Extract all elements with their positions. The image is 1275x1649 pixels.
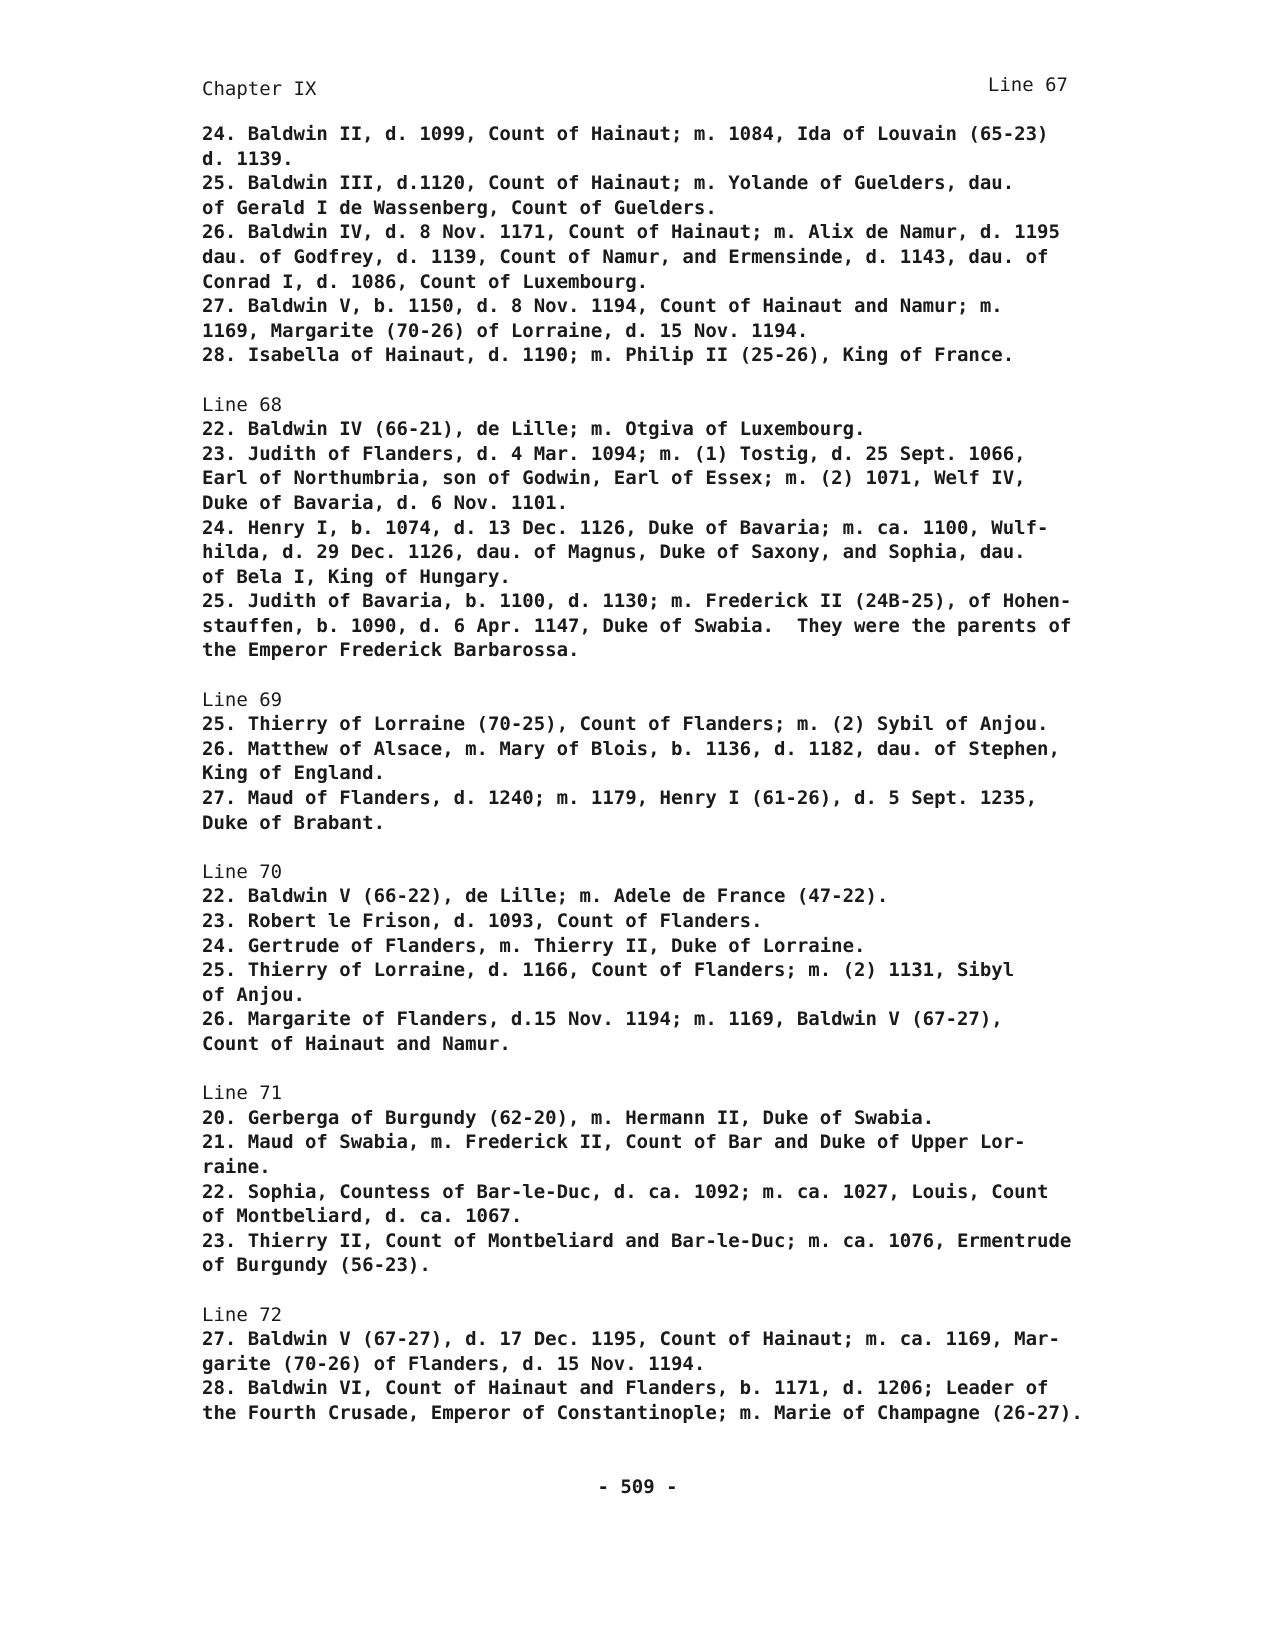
- line-reference: Line 67: [987, 74, 1068, 96]
- generation-entry: 24. Baldwin II, d. 1099, Count of Hainaut; m. 1084, Ida of Louvain (65-23) d. 1139.: [202, 123, 1049, 170]
- generation-entry: 27. Baldwin V (67-27), d. 17 Dec. 1195, Count of Hainaut; m. ca. 1169, Mar- garite (70-26) of Flanders, d. 15 Nov. 1194.: [202, 1328, 1060, 1375]
- lineage-section: [202, 1303, 1162, 1426]
- lineage-section: [202, 1081, 1162, 1278]
- generation-entry: 23. Robert le Frison, d. 1093, Count of Flanders.: [202, 910, 763, 932]
- section-title: Line 68: [202, 393, 283, 416]
- section-title: Line 72: [202, 1303, 283, 1326]
- lineage-section: [202, 393, 1162, 664]
- generation-entry: 28. Isabella of Hainaut, d. 1190; m. Philip II (25-26), King of France.: [202, 344, 1015, 367]
- genealogy-text: [202, 122, 1162, 1450]
- generation-entry: 28. Baldwin VI, Count of Hainaut and Flanders, b. 1171, d. 1206; Leader of the Fourth Crusade, Emperor of Constantinople; m. Marie of Champagne (26-27).: [202, 1377, 1083, 1424]
- generation-entry: 23. Judith of Flanders, d. 4 Mar. 1094; m. (1) Tostig, d. 25 Sept. 1066, Earl of Northumbria, son of Godwin, Earl of Essex; m. (2) 1071, Welf IV, Duke of Bavaria, d. 6 Nov. 1101.: [202, 442, 1026, 514]
- generation-entry: 23. Thierry II, Count of Montbeliard and Bar-le-Duc; m. ca. 1076, Ermentrude of Burgundy (56-23).: [202, 1229, 1072, 1277]
- generation-entry: 27. Maud of Flanders, d. 1240; m. 1179, Henry I (61-26), d. 5 Sept. 1235, Duke of Brabant.: [202, 787, 1038, 834]
- generation-entry: 24. Henry I, b. 1074, d. 13 Dec. 1126, Duke of Bavaria; m. ca. 1100, Wulf- hilda, d. 29 Dec. 1126, dau. of Magnus, Duke of Saxony, and Sophia, dau. of Bela I, King of Hungary.: [202, 516, 1049, 588]
- generation-entry: 26. Margarite of Flanders, d.15 Nov. 1194; m. 1169, Baldwin V (67-27), Count of Hainaut and Namur.: [202, 1008, 1003, 1055]
- generation-entry: 24. Gertrude of Flanders, m. Thierry II, Duke of Lorraine.: [202, 934, 866, 957]
- generation-entry: 25. Thierry of Lorraine, d. 1166, Count of Flanders; m. (2) 1131, Sibyl of Anjou.: [202, 959, 1015, 1006]
- generation-entry: 25. Baldwin III, d.1120, Count of Hainaut; m. Yolande of Guelders, dau. of Gerald I de Wassenberg, Count of Guelders.: [202, 172, 1015, 219]
- section-title: Line 70: [202, 860, 283, 883]
- page-number: - 509 -: [597, 1476, 678, 1498]
- page-header: [202, 74, 1068, 104]
- generation-entry: 25. Thierry of Lorraine (70-25), Count of Flanders; m. (2) Sybil of Anjou.: [202, 713, 1049, 736]
- generation-entry: 21. Maud of Swabia, m. Frederick II, Count of Bar and Duke of Upper Lor- raine.: [202, 1131, 1026, 1178]
- lineage-section: [202, 860, 1162, 1057]
- generation-entry: 25. Judith of Bavaria, b. 1100, d. 1130; m. Frederick II (24B-25), of Hohen- stauffen, b. 1090, d. 6 Apr. 1147, Duke of Swabia. They were the parents of the Emperor Frederick Barbarossa.: [202, 590, 1072, 662]
- generation-entry: 22. Baldwin V (66-22), de Lille; m. Adele de France (47-22).: [202, 885, 889, 908]
- generation-entry: 22. Baldwin IV (66-21), de Lille; m. Otgiva of Luxembourg.: [202, 418, 866, 441]
- section-title: Line 69: [202, 688, 283, 711]
- chapter-heading: Chapter IX: [202, 78, 317, 100]
- generation-entry: 26. Baldwin IV, d. 8 Nov. 1171, Count of Hainaut; m. Alix de Namur, d. 1195 dau. of Godfrey, d. 1139, Count of Namur, and Ermensinde, d. 1143, dau. of Conrad I, d. 1086, Count of Luxembourg.: [202, 221, 1060, 293]
- generation-entry: 20. Gerberga of Burgundy (62-20), m. Hermann II, Duke of Swabia.: [202, 1106, 935, 1129]
- lineage-section: [202, 122, 1162, 368]
- generation-entry: 26. Matthew of Alsace, m. Mary of Blois, b. 1136, d. 1182, dau. of Stephen, King of England.: [202, 737, 1060, 785]
- generation-entry: 27. Baldwin V, b. 1150, d. 8 Nov. 1194, Count of Hainaut and Namur; m. 1169, Margarite (70-26) of Lorraine, d. 15 Nov. 1194.: [202, 295, 1003, 342]
- generation-entry: 22. Sophia, Countess of Bar-le-Duc, d. ca. 1092; m. ca. 1027, Louis, Count of Montbeliard, d. ca. 1067.: [202, 1180, 1049, 1228]
- section-title: Line 71: [202, 1082, 283, 1105]
- lineage-section: [202, 688, 1162, 836]
